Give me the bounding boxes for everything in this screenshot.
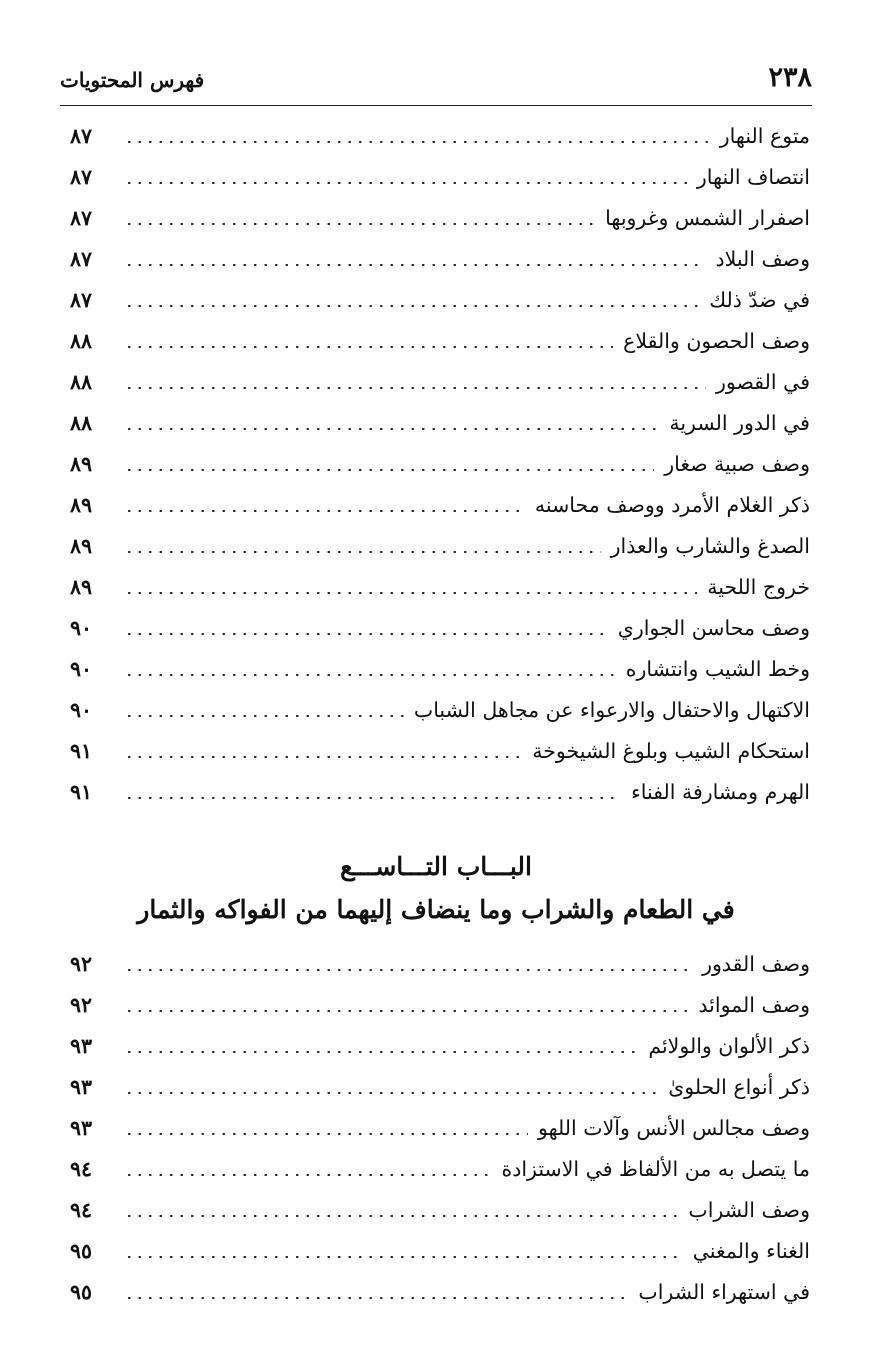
header-rule [60, 105, 812, 106]
toc-entry-page: ٨٩ [70, 493, 93, 517]
dot-leader [124, 797, 621, 799]
dot-leader [124, 1092, 658, 1094]
toc-entry [70, 986, 810, 1024]
toc-entry-title: وصف البلاد [715, 247, 810, 271]
toc-entry [70, 650, 810, 688]
toc-entry-title: ذكر الألوان والولائم [648, 1034, 810, 1058]
toc-entry-page: ٨٩ [70, 575, 93, 599]
toc-entry [70, 773, 810, 811]
dot-leader [124, 592, 697, 594]
toc-entry [70, 486, 810, 524]
toc-entry-title: انتصاف النهار [696, 165, 810, 189]
toc-entry [70, 732, 810, 770]
toc-entry [70, 117, 810, 155]
toc-entry [70, 945, 810, 983]
toc-entry-title: ما يتصل به من الألفاظ في الاستزادة [501, 1157, 810, 1181]
toc-entry-title: وصف محاسن الجواري [617, 616, 810, 640]
toc-entry-title: وصف الشراب [688, 1198, 810, 1222]
toc-entry-title: في الدور السرية [669, 411, 810, 435]
toc-entry-page: ٩٢ [70, 952, 93, 976]
dot-leader [124, 1215, 678, 1217]
toc-entry-page: ٨٨ [70, 411, 93, 435]
chapter-subtitle: في الطعام والشراب وما ينضاف إليهما من الفواكه والثمار [137, 895, 735, 924]
running-title: فهرس المحتويات [60, 68, 205, 92]
toc-entry-title: وصف الموائد [698, 993, 810, 1017]
dot-leader [124, 469, 654, 471]
toc-entry [70, 199, 810, 237]
toc-entry-title: الصدغ والشارب والعذار [610, 534, 810, 558]
dot-leader [124, 551, 601, 553]
dot-leader [124, 305, 699, 307]
toc-entry-title: وصف مجالس الأنس وآلات اللهو [537, 1116, 810, 1140]
toc-entry [70, 281, 810, 319]
dot-leader [124, 633, 608, 635]
toc-entry-title: وصف الحصون والقلاع [623, 329, 810, 353]
toc-entry-page: ٨٧ [70, 288, 93, 312]
dot-leader [124, 1133, 528, 1135]
toc-entry-title: ذكر الغلام الأمرد ووصف محاسنه [534, 493, 810, 517]
toc-entry [70, 568, 810, 606]
dot-leader [124, 510, 525, 512]
toc-entry [70, 527, 810, 565]
toc-entry-page: ٩٣ [70, 1034, 93, 1058]
toc-entry [70, 1109, 810, 1147]
toc-entry [70, 158, 810, 196]
toc-entry-page: ٩٣ [70, 1116, 93, 1140]
dot-leader [124, 756, 522, 758]
dot-leader [124, 141, 710, 143]
toc-entry-page: ٨٧ [70, 206, 93, 230]
toc-entry-page: ٨٨ [70, 370, 93, 394]
dot-leader [124, 1256, 683, 1258]
toc-entry [70, 691, 810, 729]
toc-entry-page: ٩٣ [70, 1075, 93, 1099]
toc-entry-page: ٩١ [70, 780, 93, 804]
toc-entry-page: ٨٩ [70, 534, 93, 558]
toc-entry-page: ٩٢ [70, 993, 93, 1017]
toc-entry [70, 404, 810, 442]
toc-entry-title: ذكر أنواع الحلوىٰ [668, 1075, 810, 1099]
toc-entry-page: ٩٥ [70, 1280, 93, 1304]
dot-leader [124, 1010, 688, 1012]
toc-entry-page: ٩٥ [70, 1239, 93, 1263]
toc-entry [70, 1027, 810, 1065]
toc-entry-title: الهرم ومشارفة الفناء [631, 780, 810, 804]
toc-entry [70, 363, 810, 401]
toc-entry [70, 609, 810, 647]
toc-entry-title: وصف القدور [702, 952, 810, 976]
toc-entry-title: الغناء والمغني [692, 1239, 810, 1263]
toc-entry [70, 1191, 810, 1229]
toc-entry-page: ٩٤ [70, 1198, 93, 1222]
running-header [60, 60, 812, 100]
toc-entry [70, 1150, 810, 1188]
toc-entry-title: وخط الشيب وانتشاره [625, 657, 810, 681]
dot-leader [124, 428, 659, 430]
toc-entry-page: ٨٩ [70, 452, 93, 476]
toc-entry [70, 322, 810, 360]
toc-entry-title: استحكام الشيب وبلوغ الشيخوخة [532, 739, 810, 763]
dot-leader [124, 223, 595, 225]
toc-entry-page: ٩٠ [70, 616, 93, 640]
dot-leader [124, 715, 404, 717]
dot-leader [124, 346, 613, 348]
chapter-title: البـــاب التـــاســـع [340, 852, 532, 881]
dot-leader [124, 387, 706, 389]
dot-leader [124, 264, 705, 266]
dot-leader [124, 969, 692, 971]
toc-entry-title: متوع النهار [719, 124, 810, 148]
toc-entry-page: ٩٠ [70, 657, 93, 681]
toc-entry-page: ٨٨ [70, 329, 93, 353]
dot-leader [124, 674, 616, 676]
toc-entry-page: ٩٠ [70, 698, 93, 722]
toc-entry [70, 445, 810, 483]
toc-entry [70, 1273, 810, 1311]
toc-entry-page: ٨٧ [70, 165, 93, 189]
toc-entry [70, 1232, 810, 1270]
toc-entry-page: ٩١ [70, 739, 93, 763]
toc-entry-page: ٨٧ [70, 124, 93, 148]
toc-entry-title: في ضدّ ذلك [709, 288, 810, 312]
toc-entry [70, 1068, 810, 1106]
dot-leader [124, 182, 687, 184]
toc-entry-title: اصفرار الشمس وغروبها [605, 206, 810, 230]
toc-entry-title: خروج اللحية [707, 575, 810, 599]
toc-entry-page: ٨٧ [70, 247, 93, 271]
toc-entry-title: وصف صبية صغار [664, 452, 810, 476]
dot-leader [124, 1297, 628, 1299]
dot-leader [124, 1174, 491, 1176]
toc-entry-page: ٩٤ [70, 1157, 93, 1181]
toc-entry-title: في القصور [716, 370, 810, 394]
toc-entry-title: الاكتهال والاحتفال والارعواء عن مجاهل الشباب [413, 698, 810, 722]
page-number: ٢٣٨ [768, 62, 812, 93]
toc-entry [70, 240, 810, 278]
toc-entry-title: في استهراء الشراب [638, 1280, 810, 1304]
dot-leader [124, 1051, 638, 1053]
